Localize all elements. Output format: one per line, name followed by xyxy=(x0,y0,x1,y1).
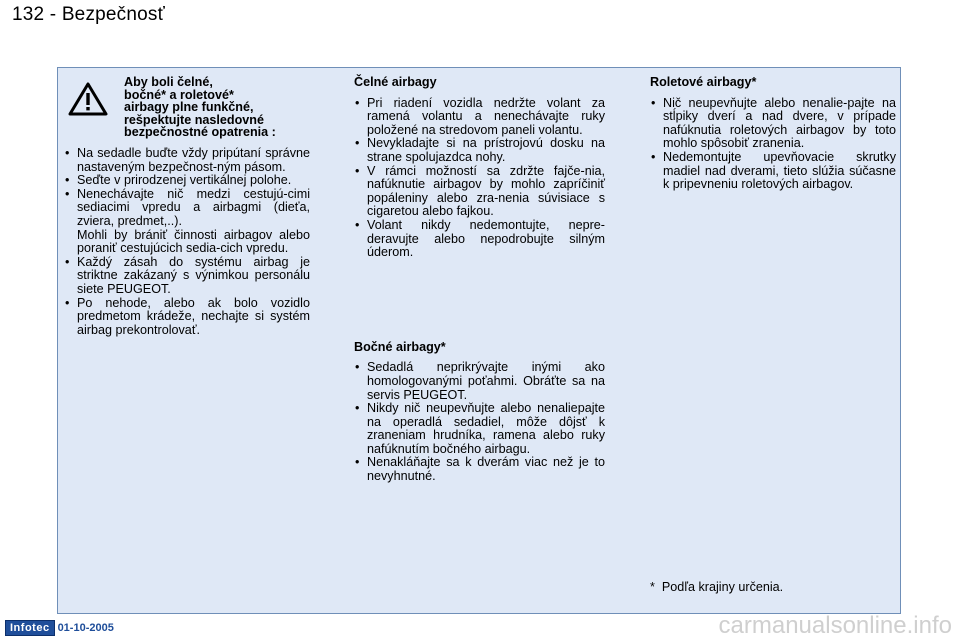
content-panel xyxy=(57,67,901,614)
warning-list xyxy=(64,147,310,337)
footer xyxy=(5,620,114,636)
warning-title-line: bezpečnostné opatrenia : xyxy=(124,125,276,140)
warning-title-line: Aby boli čelné, xyxy=(124,75,213,89)
list-item: • Nenakláňajte sa k dverám viac než je to nevyhnutné. xyxy=(354,456,605,483)
footnote-mark: * xyxy=(650,580,655,594)
warning-triangle-icon xyxy=(64,76,124,120)
warning-block xyxy=(64,76,310,139)
warning-title xyxy=(124,76,276,139)
frontal-airbags-heading: Čelné airbagy xyxy=(354,75,437,89)
watermark: carmanualsonline.info xyxy=(718,612,952,639)
side-airbags-heading xyxy=(354,341,605,355)
list-item: • Na sedadle buďte vždy pripútaní správne nastaveným bezpečnost-ným pásom. xyxy=(64,147,310,174)
list-item: • Po nehode, alebo ak bolo vozidlo predmetom krádeže, nechajte si systém airbag prekontrolovať. xyxy=(64,297,310,338)
footnote xyxy=(650,580,783,594)
list-item: • Každý zásah do systému airbag je striktne zakázaný s výnimkou personálu siete PEUGEOT. xyxy=(64,256,310,297)
list-item: • Volant nikdy nedemontujte, nepre-deravujte alebo nepodrobujte silným úderom. xyxy=(354,219,605,260)
list-item-text: • Nenechávajte nič medzi cestujú-cimi sediacimi vpredu a airbagmi (dieťa, zviera, predmet,..). xyxy=(77,186,310,228)
list-item: • V rámci možností sa zdržte fajče-nia, nafúknutie airbagov by mohlo zapríčiniť popáleniny alebo zra-nenia súvisiace s cigaretou alebo fajkou. xyxy=(354,165,605,219)
curtain-airbags-heading: Roletové airbagy* xyxy=(650,75,757,89)
list-item: • Pri riadení vozidla nedržte volant za ramená volantu a nenechávajte ruky položené na stredovom paneli volantu. xyxy=(354,97,605,138)
list-item: • Seďte v prirodzenej vertikálnej polohe. xyxy=(64,174,310,188)
warning-title-line: rešpektujte nasledovné xyxy=(124,112,264,127)
list-item: • Nevykladajte si na prístrojovú dosku na strane spolujazdca nohy. xyxy=(354,137,605,164)
column-curtain xyxy=(650,76,896,192)
page-header xyxy=(12,4,165,26)
list-item xyxy=(64,188,310,256)
infotec-logo: Infotec xyxy=(5,620,55,636)
header-separator: - xyxy=(49,4,57,25)
column-frontal-side xyxy=(354,76,605,484)
footnote-text: Podľa krajiny určenia. xyxy=(661,580,784,594)
frontal-list xyxy=(354,97,605,260)
footer-date: 01-10-2005 xyxy=(57,622,114,634)
side-airbags-section xyxy=(354,341,605,484)
page-number: 132 xyxy=(12,4,45,25)
list-item: • Nikdy nič neupevňujte alebo nenaliepajte na operadlá sedadiel, môže dôjsť k zraneniam hrudníka, ramena alebo ruky nafúknutím bočného airbagu. xyxy=(354,402,605,456)
list-item: • Sedadlá neprikrývajte inými ako homologovanými poťahmi. Obráťte sa na servis PEUGEOT. xyxy=(354,361,605,402)
warning-title-line: bočné* a roletové* xyxy=(124,87,234,102)
column-warning xyxy=(64,76,310,337)
side-list xyxy=(354,361,605,483)
list-item: • Nedemontujte upevňovacie skrutky madiel nad dverami, tieto slúžia súčasne k pripevneniu roletových airbagov. xyxy=(650,151,896,192)
list-item: • Nič neupevňujte alebo nenalie-pajte na stĺpiky dverí a nad dvere, v prípade nafúknutia roletových airbagov by toto mohlo spôsobiť zranenia. xyxy=(650,97,896,151)
curtain-list xyxy=(650,97,896,192)
warning-title-line: airbagy plne funkčné, xyxy=(124,100,254,115)
side-heading-text: Bočné airbagy xyxy=(354,339,441,354)
section-title: Bezpečnosť xyxy=(61,4,165,25)
side-heading-star: * xyxy=(440,339,446,354)
list-item-extra: Mohli by brániť činnosti airbagov alebo poraniť cestujúcich sedia-cich vpredu. xyxy=(77,227,310,256)
